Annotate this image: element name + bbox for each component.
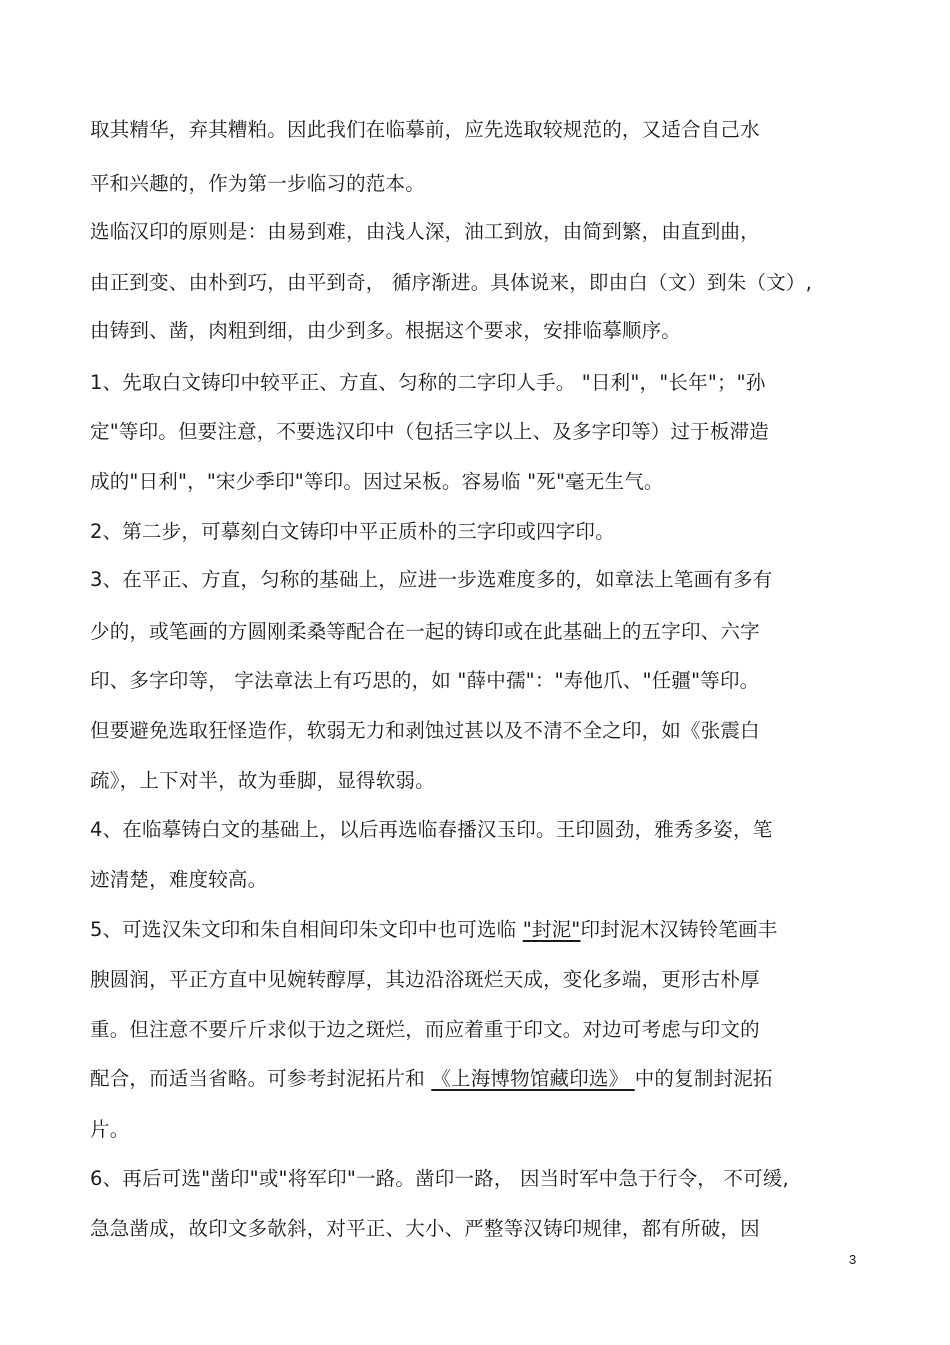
- text-line: 腴圆润，平正方直中见婉转醇厚，其边沿浴斑烂天成，变化多端，更形古朴厚: [90, 968, 760, 991]
- text-line: 由铸到、凿，肉粗到细，由少到多。根据这个要求，安排临摹顺序。: [90, 319, 682, 342]
- text-line: 选临汉印的原则是：由易到难，由浅人深，油工到放，由简到繁，由直到曲，: [90, 220, 760, 243]
- text-line: 但要避免选取狂怪造作，软弱无力和剥蚀过甚以及不清不全之印，如《张震白: [90, 719, 760, 742]
- text-line: 急急凿成，故印文多欹斜，对平正、大小、严整等汉铸印规律，都有所破，因: [90, 1217, 760, 1240]
- text-line: 平和兴趣的，作为第一步临习的范本。: [90, 172, 425, 195]
- text-line: [90, 917, 777, 943]
- text-line: 定"等印。但要注意，不要选汉印中（包括三字以上、及多字印等）过于板滞造: [90, 420, 769, 443]
- text-line: [90, 1066, 773, 1092]
- page-number: 3: [849, 1252, 857, 1267]
- text-line: 少的，或笔画的方圆刚柔桑等配合在一起的铸印或在此基础上的五字印、六字: [90, 620, 760, 643]
- text-line: 由正到变、由朴到巧，由平到奇， 循序渐进。具体说来，即由白（文）到朱（文）,: [90, 271, 812, 294]
- text-line: 片。: [90, 1118, 130, 1141]
- text-segment: 配合，而适当省略。可参考封泥拓片和: [90, 1067, 432, 1090]
- text-line: 4、在临摹铸白文的基础上，以后再选临春播汉玉印。王印圆劲，雅秀多姿，笔: [90, 818, 773, 841]
- text-line: 疏》，上下对半，故为垂脚，显得软弱。: [90, 769, 435, 792]
- text-segment: 中的复制封泥拓: [634, 1067, 773, 1090]
- text-line: 重。但注意不要斤斤求似于边之斑烂，而应着重于印文。对边可考虑与印文的: [90, 1018, 760, 1041]
- underlined-reference: 《上海博物馆藏印选》: [431, 1067, 635, 1090]
- text-line: 印、多字印等， 字法章法上有巧思的，如 "薛中孺"："寿他爪、"任疆"等印。: [90, 669, 760, 692]
- text-line: 2、第二步，可摹刻白文铸印中平正质朴的三字印或四字印。: [90, 520, 615, 543]
- text-line: 1、先取白文铸印中较平正、方直、匀称的二字印人手。 "日利"，"长年"；"孙: [90, 371, 766, 394]
- underlined-reference: "封泥": [522, 918, 581, 941]
- text-line: 取其精华，弃其糟粕。因此我们在临摹前，应先选取较规范的，又适合自己水: [90, 118, 760, 141]
- text-line: 3、在平正、方直，匀称的基础上，应进一步选难度多的，如章法上笔画有多有: [90, 568, 773, 591]
- text-line: 迹清楚，难度较高。: [90, 868, 268, 891]
- text-line: 6、再后可选"凿印"或"将军印"一路。凿印一路， 因当时军中急于行令， 不可缓,: [90, 1167, 789, 1190]
- text-segment: 5、可选汉朱文印和朱自相间印朱文印中也可选临: [90, 918, 523, 941]
- text-segment: 印封泥木汉铸铃笔画丰: [580, 918, 778, 941]
- text-line: 成的"日利"，"宋少季印"等印。因过呆板。容易临 "死"毫无生气。: [90, 470, 664, 493]
